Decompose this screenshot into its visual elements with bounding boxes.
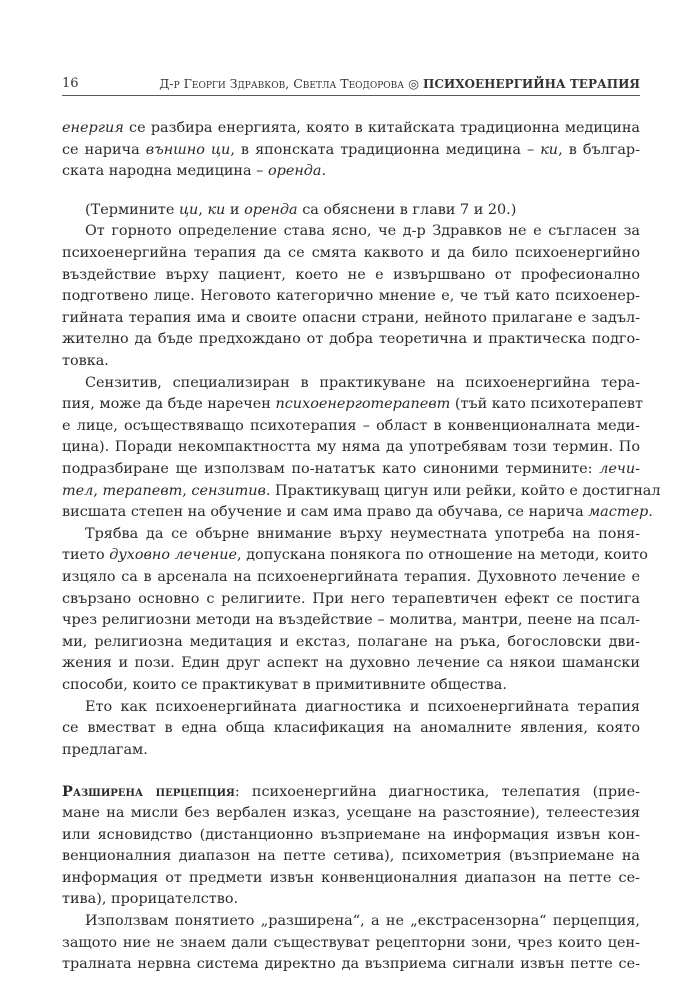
text-line	[62, 394, 643, 416]
text-span: , в българ-	[558, 141, 640, 158]
text-span: (Термините	[85, 201, 179, 218]
text-line: защото ние не знаем дали съществуват рецепторни зони, чрез които цен-	[62, 934, 640, 951]
text-line: способи, които се практикуват в примитивните общества.	[62, 677, 507, 693]
text-line: предлагам.	[62, 741, 148, 758]
text-line	[62, 545, 648, 567]
running-head-authors: Д-р Георги Здравков, Светла Теодорова	[159, 76, 405, 91]
text-line: е лице, осъществяващо психотерапия – област в конвенционалната меди-	[62, 417, 640, 434]
page-number: 16	[62, 76, 79, 91]
emphasis: ци	[178, 201, 199, 218]
text-line: ми, религиозна медитация и екстаз, полагане на ръка, богословски дви-	[62, 633, 640, 650]
text-span: ,	[198, 201, 208, 218]
text-line: подготвено лице. Неговото категорично мнение е, че тъй като психоенер-	[62, 288, 640, 305]
text-span: (тъй като психотерапевт	[450, 396, 643, 413]
text-span: ,	[182, 482, 192, 499]
text-line	[62, 502, 653, 524]
text-line: или ясновидство (дистанционно възприемане на информация извън кон-	[62, 826, 640, 843]
text-line: товка.	[62, 353, 109, 369]
text-line: От горното определение става ясно, че д-р Здравков не е съгласен за	[85, 223, 640, 240]
text-line	[62, 459, 640, 481]
text-span: и	[225, 201, 245, 218]
text-line: психоенергийна терапия да се смята каквото и да било психоенергийно	[62, 245, 640, 261]
text-span: , допускана понякога по отношение на методи, които	[237, 547, 648, 564]
emphasis: мастер.	[588, 504, 653, 521]
text-line: изцяло са в арсенала на психоенергийната терапия. Духовното лечение е	[62, 569, 640, 585]
text-line: жения и пози. Един друг аспект на духовно лечение са някои шамански	[62, 655, 640, 672]
running-head	[62, 71, 640, 96]
term-heading: Разширена перцепция	[62, 783, 235, 801]
text-line: чрез религиозни методи на въздействие – молитва, мантри, пеене на псал-	[62, 612, 640, 629]
text-line: тива), прорицателство.	[62, 891, 239, 908]
running-head-title	[159, 76, 640, 91]
text-line	[62, 118, 640, 140]
text-line: гийната терапия има и своите опасни страни, нейното прилагане е задъл-	[62, 309, 640, 326]
text-span: подразбиране ще използвам по-нататък като синоними термините:	[62, 461, 600, 477]
text-line: информация от предмети извън конвенционалния диапазон на петте се-	[62, 869, 640, 886]
text-span: тието	[62, 547, 110, 564]
emphasis: ки	[207, 201, 226, 218]
text-line: Сензитив, специализиран в практикуване на психоенергийна тера-	[85, 374, 640, 391]
text-span: ската народна медицина –	[62, 163, 268, 180]
text-line	[62, 161, 640, 183]
text-span: са обяснени в глави 7 и 20.)	[297, 201, 517, 218]
text-line: Трябва да се обърне внимание върху неуместната употреба на поня-	[85, 525, 640, 542]
text-span: пия, може да бъде наречен	[62, 396, 276, 413]
text-span: , в японската традиционна медицина –	[230, 141, 541, 158]
text-line: свързано основно с религиите. При него терапевтичен ефект се постига	[62, 590, 640, 607]
text-span: се разбира енергията, която в китайската традиционна медицина	[123, 120, 640, 136]
text-line	[62, 140, 640, 162]
emphasis: ки	[540, 141, 559, 158]
emphasis: сензитив	[191, 482, 266, 499]
emphasis: терапевт	[102, 482, 183, 499]
text-span: : психоенергийна диагностика, телепатия (прие-	[234, 784, 640, 801]
text-line: венционалния диапазон на петте сетива), психометрия (възприемане на	[62, 848, 640, 865]
text-line: цина). Поради некомпактността му няма да употребявам този термин. По	[62, 439, 640, 456]
text-span: висшата степен на обучение и сам има право да обучава, се нарича	[62, 504, 589, 521]
text-line	[62, 481, 661, 503]
emphasis: енергия	[62, 120, 124, 136]
text-line	[62, 781, 640, 803]
text-line: Използвам понятието „разширена“, а не „екстрасензорна“ перцепция,	[85, 913, 640, 929]
text-line: Ето как психоенергийната диагностика и психоенергийната терапия	[85, 698, 640, 715]
running-head-separator: ◎	[408, 76, 419, 91]
emphasis: оренда	[244, 201, 298, 218]
emphasis: лечи-	[599, 461, 640, 477]
text-line: мане на мисли без вербален изказ, усещане на разстояние), телеестезия	[62, 805, 640, 821]
text-line: тралната нервна система директно да възприема сигнали извън петте се-	[62, 956, 640, 973]
text-span: се нарича	[62, 141, 146, 158]
text-line: въздействие върху пациент, което не е извършвано от професионално	[62, 266, 640, 283]
text-line: се вместват в една обща класификация на аномалните явления, която	[62, 720, 640, 737]
emphasis: духовно лечение	[109, 547, 238, 564]
text-line: жително да бъде предхождано от добра теоретична и практическа подго-	[62, 331, 640, 348]
emphasis: външно ци	[145, 141, 231, 158]
emphasis: оренда.	[267, 163, 327, 180]
text-line	[62, 200, 640, 222]
emphasis: психоенерготерапевт	[275, 396, 451, 413]
emphasis: тел	[62, 482, 94, 499]
text-span: ,	[93, 482, 103, 499]
text-span: . Практикуващ цигун или рейки, който е достигнал	[265, 482, 661, 499]
running-head-book-title: ПСИХОЕНЕРГИЙНА ТЕРАПИЯ	[422, 77, 640, 91]
